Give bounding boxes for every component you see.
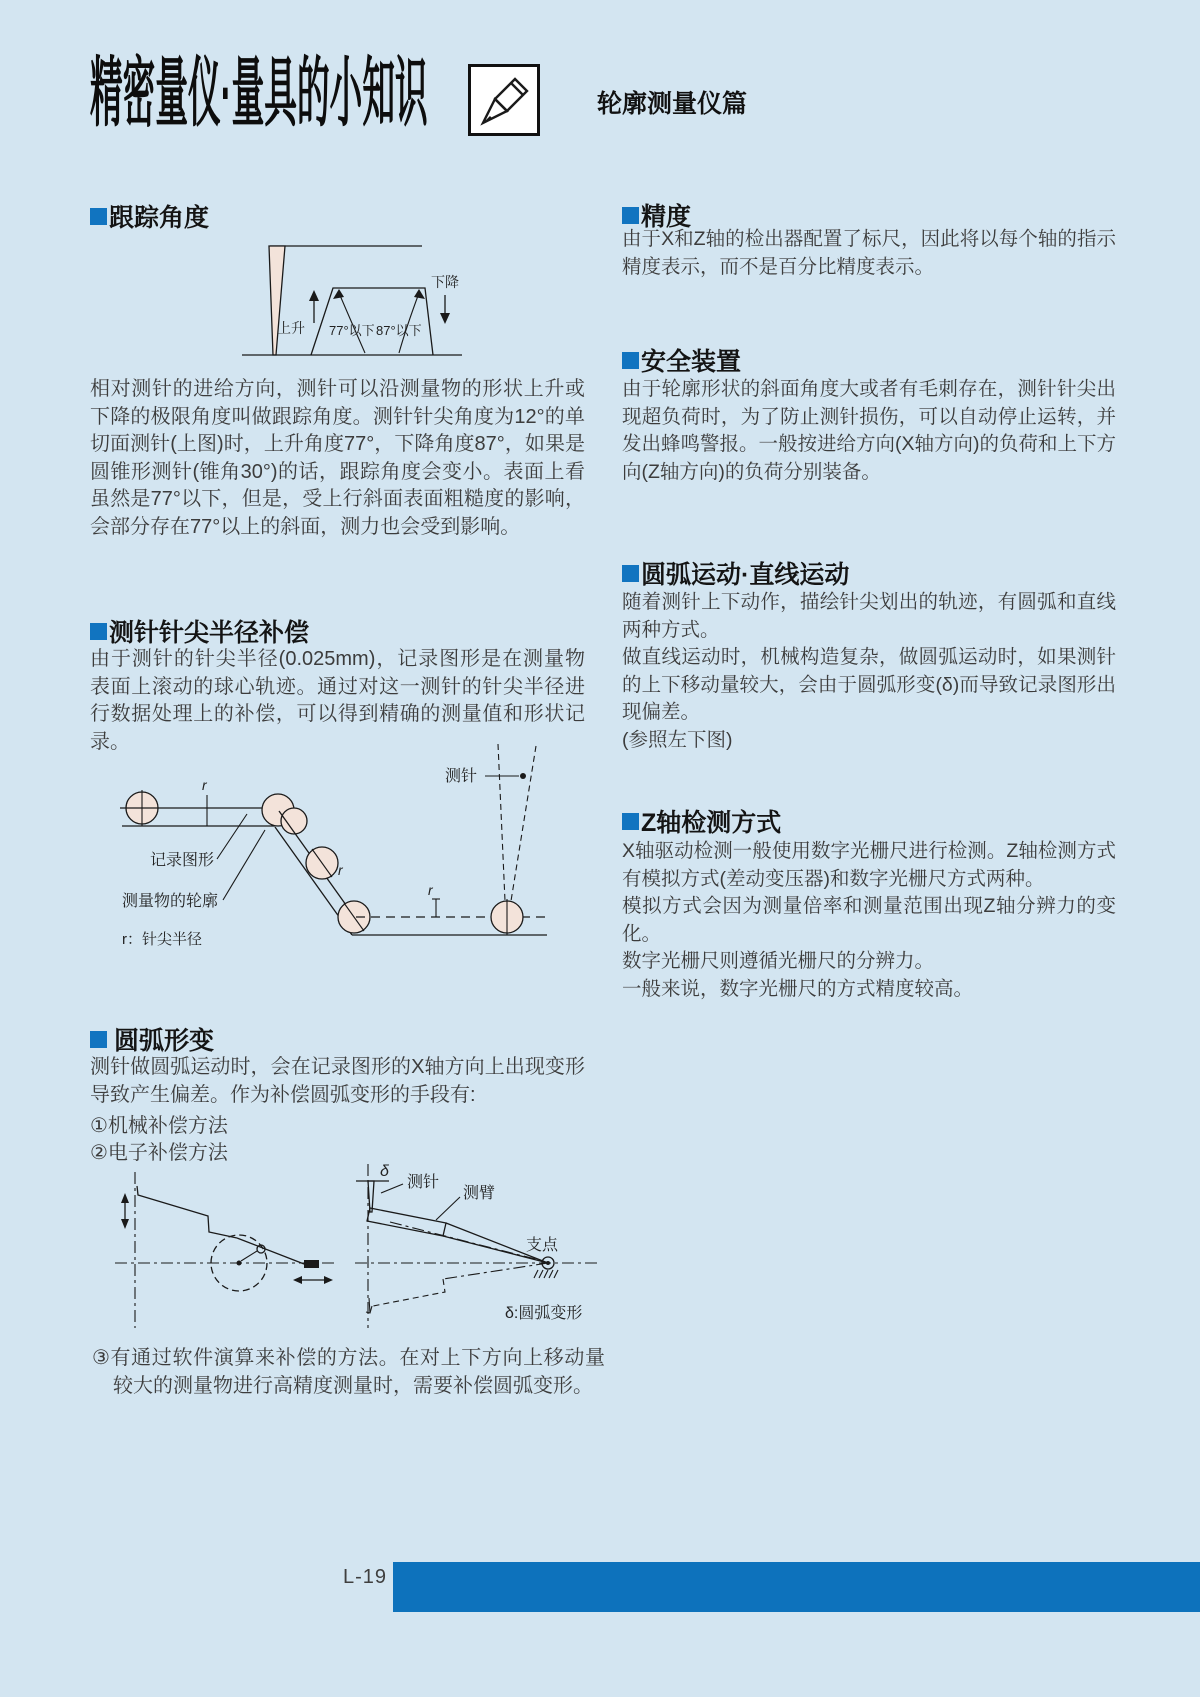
pencil-icon-svg (471, 67, 537, 133)
label-angle-right: 87°以下 (376, 323, 422, 338)
label-angle-left: 77°以下 (329, 323, 375, 338)
section-heading-safety-device (622, 342, 741, 378)
leader-dot (520, 773, 526, 779)
page-title-text: 精密量仪·量具的小知识 (90, 51, 428, 136)
heading-square-icon (90, 208, 107, 225)
label-radius-note: r：针尖半径 (122, 931, 202, 948)
measuring-arm-shape (367, 1208, 446, 1236)
label-arm: 测臂 (463, 1185, 496, 1202)
tracking-angle-diagram (205, 225, 485, 360)
down-arrow-icon (440, 313, 450, 324)
tip-radius-paragraph: 由于测针的针尖半径(0.025mm)，记录图形是在测量物表面上滚动的球心轨迹。通过对这一测针的针尖半径进行数据处理上的补偿，可以得到精确的测量值和形状记录。 (90, 648, 585, 753)
arc-deformation-paragraph: 测针做圆弧运动时，会在记录图形的X轴方向上出现变形导致产生偏差。作为补偿圆弧变形的手段有: (90, 1056, 585, 1106)
weight-block (304, 1260, 319, 1268)
stylus-needle-shape (368, 1181, 374, 1212)
heading-square-icon (622, 352, 639, 369)
label-down: 下降 (431, 274, 459, 290)
tip-radius-compensation-diagram (95, 738, 560, 953)
heading-text: 精度 (641, 203, 692, 231)
label-r-right: r (428, 882, 433, 898)
page-number: L-19 (343, 1566, 388, 1588)
safety-device-paragraph: 由于轮廓形状的斜面角度大或者有毛刺存在，测针针尖出现超负荷时，为了防止测针损伤，可以自动停止运转，并发出蜂鸣警报。一般按进给方向(X轴方向)的负荷和上下方向(Z轴方向)的负荷分别装备。 (622, 378, 1116, 483)
label-up: 上升 (277, 320, 305, 336)
heading-text: 圆弧运动·直线运动 (641, 561, 850, 589)
motion-paragraph-1: 随着测针上下动作，描绘针尖划出的轨迹，有圆弧和直线两种方式。 (622, 591, 1116, 641)
footer-accent-bar (393, 1562, 1200, 1612)
section-heading-tip-radius-compensation (90, 613, 309, 649)
up-arrow-icon (309, 290, 319, 301)
section-heading-tracking-angle (90, 198, 209, 234)
down-arrow-icon (121, 1219, 129, 1229)
motion-paragraph-3: (参照左下图) (622, 728, 733, 751)
arc-linear-motion-paragraphs (622, 589, 1116, 754)
heading-text: Z轴检测方式 (641, 809, 782, 837)
z-axis-paragraph-3: 数字光栅尺则遵循光栅尺的分辨力。 (622, 950, 935, 972)
z-axis-detection-paragraphs (622, 838, 1116, 1003)
tracking-angle-paragraph: 相对测针的进给方向，测针可以沿测量物的形状上升或下降的极限角度叫做跟踪角度。测针针尖角度为12°的单切面测针(上图)时，上升角度77°，下降角度87°，如果是圆锥形测针(锥角30°)的话，跟踪角度会变小。表面上看虽然是77°以下，但是，受上行斜面表面粗糙度的影响，会部分存在77°以上的斜面，测力也会受到影响。 (90, 378, 585, 538)
label-record-trace: 记录图形 (150, 852, 215, 869)
heading-square-icon (622, 207, 639, 224)
heading-square-icon (622, 565, 639, 582)
stylus-blade-shape (269, 246, 285, 355)
label-stylus: 测针 (445, 768, 478, 785)
section-heading-arc-linear-motion (622, 555, 849, 591)
right-arrow-icon (324, 1276, 333, 1284)
heading-square-icon (622, 813, 639, 830)
label-r-top: r (202, 777, 207, 793)
label-delta: δ (380, 1163, 389, 1180)
label-workpiece-profile: 测量物的轮廓 (122, 893, 219, 910)
compensation-item-2: ②电子补偿方法 (90, 1142, 228, 1164)
accuracy-paragraph: 由于X和Z轴的检出器配置了标尺，因此将以每个轴的指示精度表示，而不是百分比精度表示。 (622, 228, 1116, 278)
stylus-cone-line (498, 744, 505, 901)
section-heading-arc-deformation (90, 1021, 214, 1057)
heading-text: 跟踪角度 (109, 204, 210, 232)
label-stylus: 测针 (407, 1174, 440, 1191)
stylus-cone-line (511, 746, 536, 901)
section-heading-z-axis-detection (622, 803, 781, 839)
arc-deformation-diagram (100, 1160, 610, 1335)
heading-text: 安全装置 (641, 348, 742, 376)
up-arrow-icon (121, 1193, 129, 1203)
label-pivot: 支点 (526, 1237, 559, 1254)
heading-square-icon (90, 1031, 107, 1048)
heading-text: 测针针尖半径补偿 (109, 619, 310, 647)
stylus-ball (281, 808, 307, 834)
page-subtitle: 轮廓测量仪篇 (597, 90, 748, 118)
heading-square-icon (90, 623, 107, 640)
z-axis-paragraph-1: X轴驱动检测一般使用数字光栅尺进行检测。Z轴检测方式有模拟方式(差动变压器)和数字光栅尺方式两种。 (622, 840, 1116, 890)
heading-text: 圆弧形变 (114, 1027, 215, 1055)
software-compensation-note: ③有通过软件演算来补偿的方法。在对上下方向上移动量较大的测量物进行高精度测量时，需要补偿圆弧变形。 (92, 1347, 605, 1397)
pencil-icon (468, 64, 540, 136)
workpiece-profile-shape (311, 288, 433, 355)
motion-paragraph-2: 做直线运动时，机械构造复杂，做圆弧运动时，如果测针的上下移动量较大，会由于圆弧形变(δ)而导致记录图形出现偏差。 (622, 646, 1116, 723)
z-axis-paragraph-4: 一般来说，数字光栅尺的方式精度较高。 (622, 977, 974, 1000)
label-delta-note: δ:圆弧变形 (505, 1305, 583, 1322)
left-arrow-icon (293, 1276, 302, 1284)
compensation-item-1: ①机械补偿方法 (90, 1115, 228, 1137)
z-axis-paragraph-2: 模拟方式会因为测量倍率和测量范围出现Z轴分辨力的变化。 (622, 895, 1116, 945)
label-r-slope: r (338, 862, 343, 878)
